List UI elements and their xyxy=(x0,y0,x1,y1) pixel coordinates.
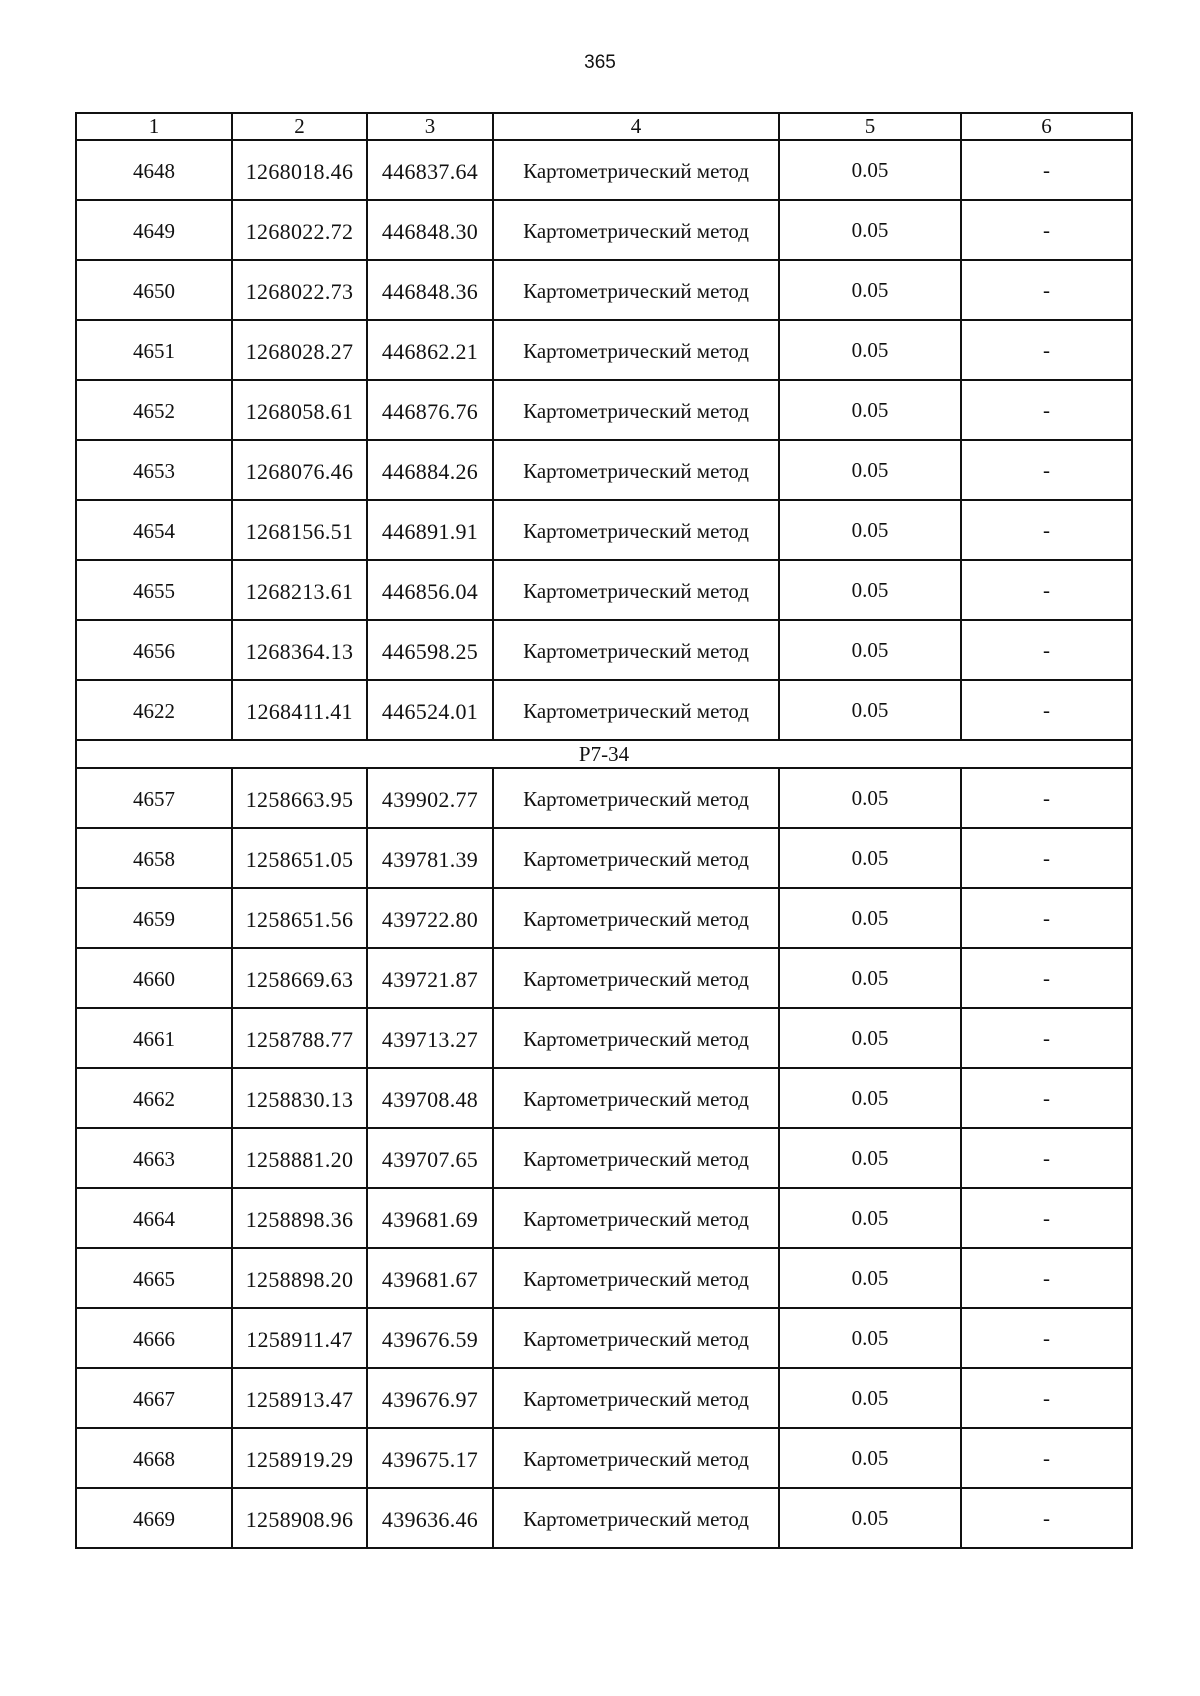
accuracy-cell: 0.05 xyxy=(779,1068,961,1128)
point-number-cell: 4648 xyxy=(76,140,232,200)
method-cell: Картометрический метод xyxy=(493,768,779,828)
accuracy-cell: 0.05 xyxy=(779,1368,961,1428)
x-coordinate-cell: 1268028.27 xyxy=(232,320,367,380)
point-number-cell: 4652 xyxy=(76,380,232,440)
table-row xyxy=(76,1368,1132,1428)
y-coordinate-cell: 446524.01 xyxy=(367,680,493,740)
table-row xyxy=(76,380,1132,440)
point-number-cell: 4659 xyxy=(76,888,232,948)
note-cell: - xyxy=(961,1368,1132,1428)
x-coordinate-cell: 1258788.77 xyxy=(232,1008,367,1068)
accuracy-cell: 0.05 xyxy=(779,768,961,828)
point-number-cell: 4660 xyxy=(76,948,232,1008)
note-cell: - xyxy=(961,1008,1132,1068)
method-cell: Картометрический метод xyxy=(493,1008,779,1068)
y-coordinate-cell: 446891.91 xyxy=(367,500,493,560)
note-cell: - xyxy=(961,620,1132,680)
point-number-cell: 4668 xyxy=(76,1428,232,1488)
y-coordinate-cell: 446884.26 xyxy=(367,440,493,500)
method-cell: Картометрический метод xyxy=(493,440,779,500)
x-coordinate-cell: 1258651.05 xyxy=(232,828,367,888)
y-coordinate-cell: 446862.21 xyxy=(367,320,493,380)
table-row xyxy=(76,828,1132,888)
method-cell: Картометрический метод xyxy=(493,1188,779,1248)
accuracy-cell: 0.05 xyxy=(779,1308,961,1368)
accuracy-cell: 0.05 xyxy=(779,440,961,500)
accuracy-cell: 0.05 xyxy=(779,1188,961,1248)
table-row xyxy=(76,768,1132,828)
accuracy-cell: 0.05 xyxy=(779,260,961,320)
note-cell: - xyxy=(961,200,1132,260)
y-coordinate-cell: 446848.30 xyxy=(367,200,493,260)
x-coordinate-cell: 1268156.51 xyxy=(232,500,367,560)
table-row xyxy=(76,320,1132,380)
accuracy-cell: 0.05 xyxy=(779,620,961,680)
y-coordinate-cell: 446848.36 xyxy=(367,260,493,320)
x-coordinate-cell: 1268022.73 xyxy=(232,260,367,320)
point-number-cell: 4650 xyxy=(76,260,232,320)
y-coordinate-cell: 446837.64 xyxy=(367,140,493,200)
point-number-cell: 4667 xyxy=(76,1368,232,1428)
header-row xyxy=(76,113,1132,140)
note-cell: - xyxy=(961,680,1132,740)
note-cell: - xyxy=(961,888,1132,948)
method-cell: Картометрический метод xyxy=(493,948,779,1008)
point-number-cell: 4622 xyxy=(76,680,232,740)
x-coordinate-cell: 1258669.63 xyxy=(232,948,367,1008)
point-number-cell: 4666 xyxy=(76,1308,232,1368)
table-row xyxy=(76,560,1132,620)
table-row xyxy=(76,500,1132,560)
section-label: P7-34 xyxy=(76,740,1132,768)
accuracy-cell: 0.05 xyxy=(779,948,961,1008)
method-cell: Картометрический метод xyxy=(493,1368,779,1428)
method-cell: Картометрический метод xyxy=(493,1488,779,1548)
x-coordinate-cell: 1268076.46 xyxy=(232,440,367,500)
accuracy-cell: 0.05 xyxy=(779,500,961,560)
note-cell: - xyxy=(961,1128,1132,1188)
x-coordinate-cell: 1268411.41 xyxy=(232,680,367,740)
table-row xyxy=(76,680,1132,740)
y-coordinate-cell: 446598.25 xyxy=(367,620,493,680)
point-number-cell: 4658 xyxy=(76,828,232,888)
point-number-cell: 4662 xyxy=(76,1068,232,1128)
accuracy-cell: 0.05 xyxy=(779,320,961,380)
note-cell: - xyxy=(961,260,1132,320)
x-coordinate-cell: 1258911.47 xyxy=(232,1308,367,1368)
x-coordinate-cell: 1258881.20 xyxy=(232,1128,367,1188)
page-number: 365 xyxy=(584,52,616,73)
method-cell: Картометрический метод xyxy=(493,1248,779,1308)
column-header-6: 6 xyxy=(961,113,1132,140)
x-coordinate-cell: 1258830.13 xyxy=(232,1068,367,1128)
column-header-4: 4 xyxy=(493,113,779,140)
note-cell: - xyxy=(961,1248,1132,1308)
table-row xyxy=(76,1488,1132,1548)
accuracy-cell: 0.05 xyxy=(779,1488,961,1548)
x-coordinate-cell: 1258898.36 xyxy=(232,1188,367,1248)
note-cell: - xyxy=(961,1308,1132,1368)
y-coordinate-cell: 439902.77 xyxy=(367,768,493,828)
table-body-top xyxy=(76,140,1132,740)
section-row xyxy=(76,740,1132,768)
note-cell: - xyxy=(961,768,1132,828)
point-number-cell: 4654 xyxy=(76,500,232,560)
method-cell: Картометрический метод xyxy=(493,200,779,260)
method-cell: Картометрический метод xyxy=(493,1428,779,1488)
table-header xyxy=(76,113,1132,140)
column-header-1: 1 xyxy=(76,113,232,140)
accuracy-cell: 0.05 xyxy=(779,200,961,260)
method-cell: Картометрический метод xyxy=(493,560,779,620)
method-cell: Картометрический метод xyxy=(493,500,779,560)
x-coordinate-cell: 1268018.46 xyxy=(232,140,367,200)
note-cell: - xyxy=(961,1428,1132,1488)
method-cell: Картометрический метод xyxy=(493,888,779,948)
note-cell: - xyxy=(961,140,1132,200)
table-row xyxy=(76,1008,1132,1068)
y-coordinate-cell: 439708.48 xyxy=(367,1068,493,1128)
note-cell: - xyxy=(961,560,1132,620)
table-row xyxy=(76,200,1132,260)
point-number-cell: 4653 xyxy=(76,440,232,500)
note-cell: - xyxy=(961,1188,1132,1248)
table-row xyxy=(76,1308,1132,1368)
y-coordinate-cell: 439722.80 xyxy=(367,888,493,948)
x-coordinate-cell: 1268022.72 xyxy=(232,200,367,260)
method-cell: Картометрический метод xyxy=(493,320,779,380)
table-row xyxy=(76,1428,1132,1488)
y-coordinate-cell: 439636.46 xyxy=(367,1488,493,1548)
y-coordinate-cell: 439676.97 xyxy=(367,1368,493,1428)
note-cell: - xyxy=(961,500,1132,560)
point-number-cell: 4663 xyxy=(76,1128,232,1188)
note-cell: - xyxy=(961,320,1132,380)
y-coordinate-cell: 439721.87 xyxy=(367,948,493,1008)
x-coordinate-cell: 1258663.95 xyxy=(232,768,367,828)
note-cell: - xyxy=(961,1068,1132,1128)
note-cell: - xyxy=(961,440,1132,500)
point-number-cell: 4656 xyxy=(76,620,232,680)
y-coordinate-cell: 439675.17 xyxy=(367,1428,493,1488)
x-coordinate-cell: 1268058.61 xyxy=(232,380,367,440)
table-row xyxy=(76,620,1132,680)
method-cell: Картометрический метод xyxy=(493,1308,779,1368)
table-row xyxy=(76,1188,1132,1248)
coordinates-table xyxy=(75,112,1133,1549)
method-cell: Картометрический метод xyxy=(493,620,779,680)
table-row xyxy=(76,1248,1132,1308)
point-number-cell: 4657 xyxy=(76,768,232,828)
point-number-cell: 4665 xyxy=(76,1248,232,1308)
table-row xyxy=(76,440,1132,500)
table-row xyxy=(76,1068,1132,1128)
point-number-cell: 4661 xyxy=(76,1008,232,1068)
column-header-2: 2 xyxy=(232,113,367,140)
table-row xyxy=(76,260,1132,320)
method-cell: Картометрический метод xyxy=(493,828,779,888)
y-coordinate-cell: 439676.59 xyxy=(367,1308,493,1368)
y-coordinate-cell: 439681.69 xyxy=(367,1188,493,1248)
point-number-cell: 4669 xyxy=(76,1488,232,1548)
table-row xyxy=(76,888,1132,948)
method-cell: Картометрический метод xyxy=(493,680,779,740)
accuracy-cell: 0.05 xyxy=(779,828,961,888)
x-coordinate-cell: 1268213.61 xyxy=(232,560,367,620)
table-section xyxy=(76,740,1132,768)
accuracy-cell: 0.05 xyxy=(779,380,961,440)
y-coordinate-cell: 439707.65 xyxy=(367,1128,493,1188)
method-cell: Картометрический метод xyxy=(493,140,779,200)
x-coordinate-cell: 1258913.47 xyxy=(232,1368,367,1428)
method-cell: Картометрический метод xyxy=(493,1128,779,1188)
method-cell: Картометрический метод xyxy=(493,260,779,320)
accuracy-cell: 0.05 xyxy=(779,1428,961,1488)
y-coordinate-cell: 439681.67 xyxy=(367,1248,493,1308)
note-cell: - xyxy=(961,1488,1132,1548)
accuracy-cell: 0.05 xyxy=(779,1248,961,1308)
note-cell: - xyxy=(961,828,1132,888)
point-number-cell: 4664 xyxy=(76,1188,232,1248)
x-coordinate-cell: 1268364.13 xyxy=(232,620,367,680)
method-cell: Картометрический метод xyxy=(493,380,779,440)
column-header-3: 3 xyxy=(367,113,493,140)
accuracy-cell: 0.05 xyxy=(779,1008,961,1068)
point-number-cell: 4651 xyxy=(76,320,232,380)
note-cell: - xyxy=(961,948,1132,1008)
x-coordinate-cell: 1258919.29 xyxy=(232,1428,367,1488)
table-row xyxy=(76,1128,1132,1188)
y-coordinate-cell: 446856.04 xyxy=(367,560,493,620)
y-coordinate-cell: 439713.27 xyxy=(367,1008,493,1068)
column-header-5: 5 xyxy=(779,113,961,140)
method-cell: Картометрический метод xyxy=(493,1068,779,1128)
x-coordinate-cell: 1258651.56 xyxy=(232,888,367,948)
x-coordinate-cell: 1258898.20 xyxy=(232,1248,367,1308)
point-number-cell: 4649 xyxy=(76,200,232,260)
note-cell: - xyxy=(961,380,1132,440)
accuracy-cell: 0.05 xyxy=(779,680,961,740)
accuracy-cell: 0.05 xyxy=(779,1128,961,1188)
y-coordinate-cell: 446876.76 xyxy=(367,380,493,440)
point-number-cell: 4655 xyxy=(76,560,232,620)
y-coordinate-cell: 439781.39 xyxy=(367,828,493,888)
table-row xyxy=(76,948,1132,1008)
x-coordinate-cell: 1258908.96 xyxy=(232,1488,367,1548)
table-row xyxy=(76,140,1132,200)
table-body-bottom xyxy=(76,768,1132,1548)
accuracy-cell: 0.05 xyxy=(779,140,961,200)
accuracy-cell: 0.05 xyxy=(779,560,961,620)
accuracy-cell: 0.05 xyxy=(779,888,961,948)
